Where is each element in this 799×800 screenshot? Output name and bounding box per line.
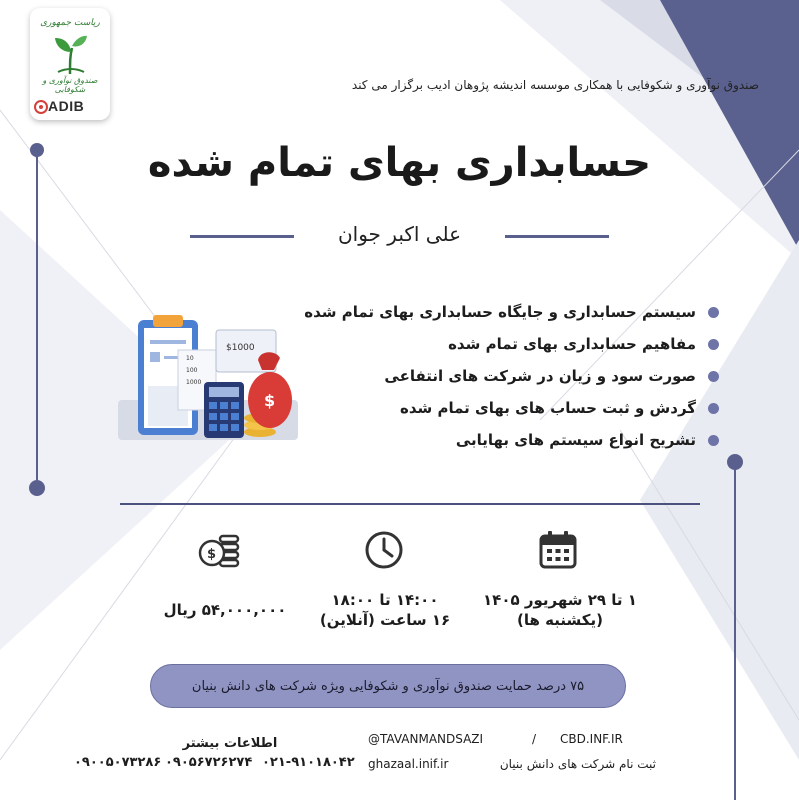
organizer-text: صندوق نوآوری و شکوفایی با همکاری موسسه اندیشه پژوهان ادیب برگزار می کند [351, 78, 759, 92]
list-item: صورت سود و زیان در شرکت های انتفاعی [289, 360, 719, 392]
receipt-value: 1000 [186, 379, 202, 386]
svg-text:$: $ [207, 547, 217, 562]
footer-separator: / [532, 732, 537, 746]
phone-number[interactable]: ۰۲۱-۹۱۰۱۸۰۴۲ [262, 755, 355, 770]
phone-number[interactable]: ۰۹۰۰۵۰۷۳۲۸۶ [74, 755, 162, 770]
bill-amount: $1000 [226, 343, 255, 353]
speaker-name: علی اکبر جوان [337, 222, 462, 246]
date-days: (یکشنبه ها) [517, 611, 603, 629]
list-item: تشریح انواع سیستم های بهایابی [289, 424, 719, 456]
bullet-dot-icon [708, 435, 719, 446]
support-banner: ۷۵ درصد حمایت صندوق نوآوری و شکوفایی ویژه شرکت های دانش بنیان [150, 664, 626, 708]
topic-list [289, 296, 719, 456]
bullet-dot-icon [708, 307, 719, 318]
website-link[interactable]: CBD.INF.IR [560, 732, 623, 746]
section-divider [120, 503, 700, 505]
bag-symbol: $ [264, 391, 276, 410]
phone-number[interactable]: ۰۹۰۵۶۷۲۶۲۷۴ [165, 755, 253, 770]
clock-icon [364, 530, 404, 570]
register-label: ثبت نام شرکت های دانش بنیان [499, 757, 656, 771]
more-info-label: اطلاعات بیشتر [182, 736, 278, 751]
social-handle[interactable]: @TAVANMANDSAZI [368, 732, 484, 746]
adib-mark-icon [34, 100, 48, 114]
time-info [310, 590, 460, 630]
receipt-value: 100 [186, 367, 198, 374]
coins-icon [198, 530, 242, 570]
register-site-link[interactable]: ghazaal.inif.ir [368, 757, 449, 771]
bullet-dot-icon [708, 371, 719, 382]
date-info [480, 590, 640, 630]
list-item: مفاهیم حسابداری بهای تمام شده [289, 328, 719, 360]
sprout-logo-icon [52, 32, 88, 76]
bullet-dot-icon [708, 403, 719, 414]
logo-sub-text: صندوق نوآوری و شکوفایی [42, 76, 98, 94]
calendar-icon [538, 530, 578, 570]
price-info: ۵۴,۰۰۰,۰۰۰ ریال [163, 601, 287, 619]
time-range: ۱۴:۰۰ تا ۱۸:۰۰ [331, 591, 439, 609]
receipt-value: 10 [186, 355, 194, 362]
bullet-dot-icon [708, 339, 719, 350]
time-duration: ۱۶ ساعت (آنلاین) [319, 611, 451, 629]
money-bag-icon [258, 352, 280, 370]
adib-logo-text: ADIB [48, 98, 85, 114]
page-title: حسابداری بهای تمام شده [147, 140, 652, 186]
list-item: گردش و ثبت حساب های بهای تمام شده [289, 392, 719, 424]
logo-top-text: ریاست جمهوری [40, 18, 100, 28]
date-range: ۱ تا ۲۹ شهریور ۱۴۰۵ [483, 591, 637, 609]
logo-card [30, 8, 110, 120]
list-item: سیستم حسابداری و جایگاه حسابداری بهای تمام شده [289, 296, 719, 328]
